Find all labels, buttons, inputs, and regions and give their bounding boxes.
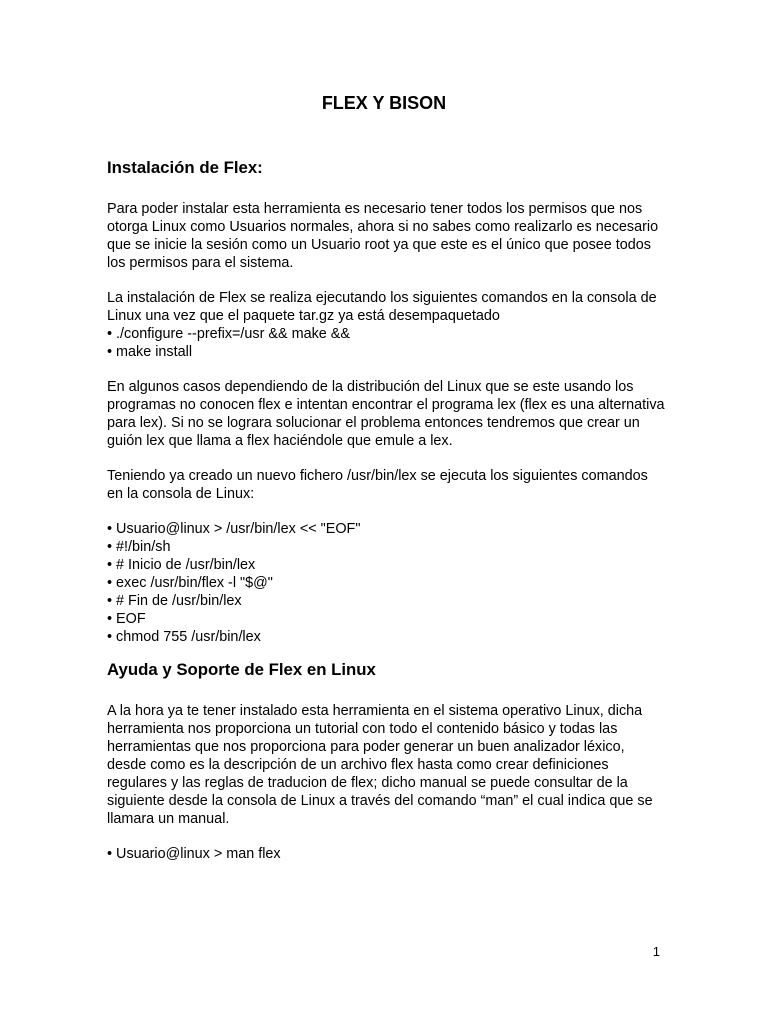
command-item: • EOF xyxy=(107,610,667,628)
command-item: • ./configure --prefix=/usr && make && xyxy=(107,325,667,343)
page-number: 1 xyxy=(652,944,660,959)
section-heading-help: Ayuda y Soporte de Flex en Linux xyxy=(107,660,376,679)
section-heading-installation: Instalación de Flex: xyxy=(107,158,263,177)
command-item: • #!/bin/sh xyxy=(107,538,667,556)
command-item: • Usuario@linux > man flex xyxy=(107,845,667,863)
paragraph: En algunos casos dependiendo de la distribución del Linux que se este usando los programas no conocen flex e intentan encontrar el programa lex (flex es una alternativa para lex). Si no se lograra solucionar el problema entonces tendremos que crear un guión lex que llama a flex haciéndole que emule a lex. xyxy=(107,379,665,449)
command-item: • # Inicio de /usr/bin/lex xyxy=(107,556,667,574)
document-body xyxy=(107,157,667,863)
paragraph: La instalación de Flex se realiza ejecutando los siguientes comandos en la consola de Linux una vez que el paquete tar.gz ya está desempaquetado xyxy=(107,290,657,324)
command-item: • exec /usr/bin/flex -l "$@" xyxy=(107,574,667,592)
paragraph: A la hora ya te tener instalado esta herramienta en el sistema operativo Linux, dicha herramienta nos proporciona un tutorial con todo el contenido básico y todas las herramientas que nos proporciona para poder generar un buen analizador léxico, desde como es la descripción de un archivo flex hasta como crear definiciones regulares y las reglas de traducion de flex; dicho manual se puede consultar de la siguiente desde la consola de Linux a través del comando “man” el cual indica que se llamara un manual. xyxy=(107,703,653,827)
command-item: • make install xyxy=(107,343,667,361)
document-title: FLEX Y BISON xyxy=(321,93,447,113)
paragraph: Para poder instalar esta herramienta es necesario tener todos los permisos que nos otorga Linux como Usuarios normales, ahora si no sabes como realizarlo es necesario que se inicie la sesión como un Usuario root ya que este es el único que posee todos los permisos para el sistema. xyxy=(107,201,659,271)
paragraph: Teniendo ya creado un nuevo fichero /usr/bin/lex se ejecuta los siguientes comandos en la consola de Linux: xyxy=(107,468,648,502)
command-item: • chmod 755 /usr/bin/lex xyxy=(107,628,667,646)
command-item: • Usuario@linux > /usr/bin/lex << "EOF" xyxy=(107,520,667,538)
command-item: • # Fin de /usr/bin/lex xyxy=(107,592,667,610)
